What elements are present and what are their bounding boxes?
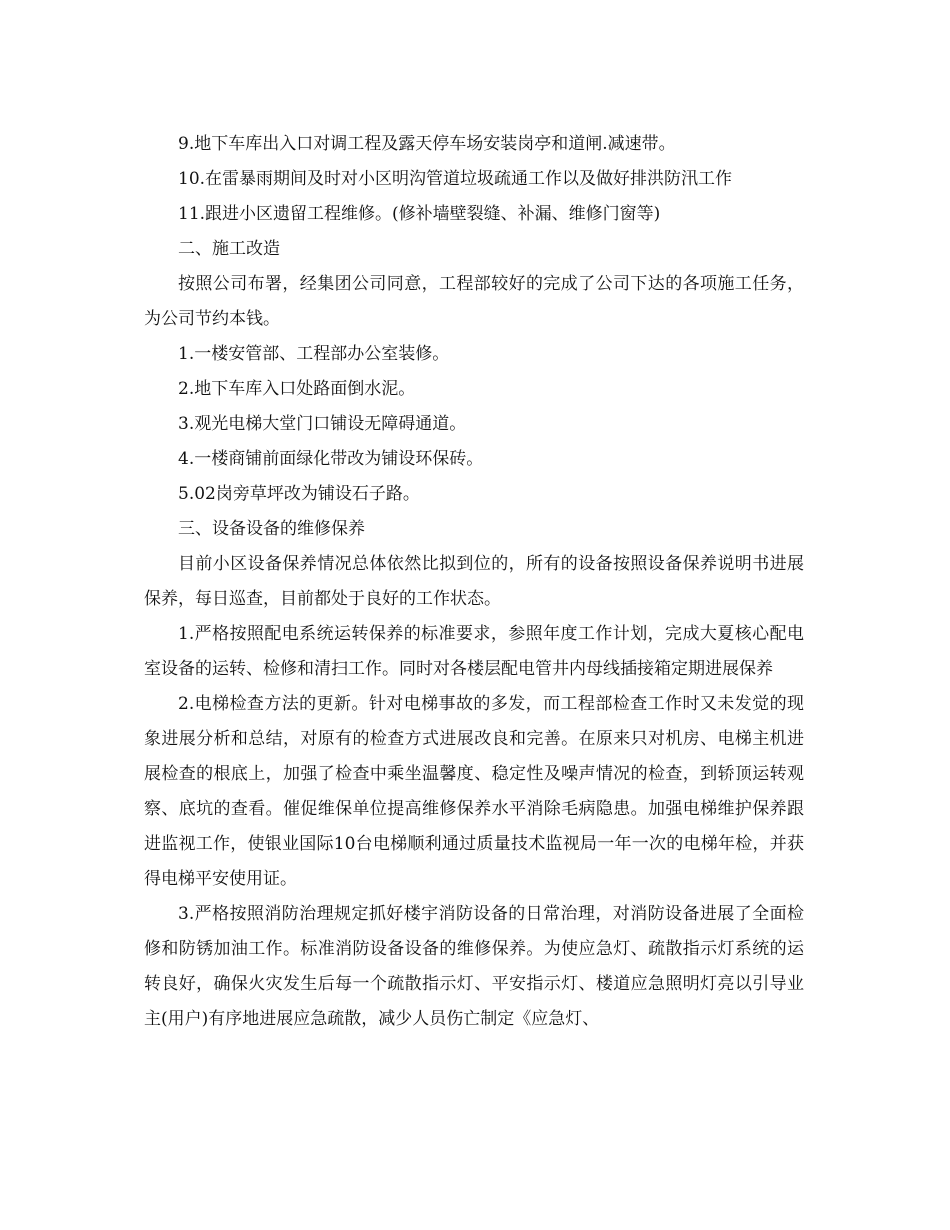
list-item: 5.02岗旁草坪改为铺设石子路。: [178, 484, 420, 504]
list-item: 10.在雷暴雨期间及时对小区明沟管道垃圾疏通工作以及做好排洪防汛工作: [178, 169, 733, 189]
list-item: 9.地下车库出入口对调工程及露天停车场安装岗亭和道闸.减速带。: [178, 134, 676, 154]
list-item: 2.地下车库入口处路面倒水泥。: [178, 379, 416, 399]
list-item: 3.观光电梯大堂门口铺设无障碍通道。: [178, 414, 467, 434]
document-body: [144, 127, 804, 1037]
paragraph: 目前小区设备保养情况总体依然比拟到位的，所有的设备按照设备保养说明书进展保养，每日巡查，目前都处于良好的工作状态。: [144, 554, 804, 609]
section-heading: 二、施工改造: [178, 239, 280, 259]
list-item: 1.一楼安管部、工程部办公室装修。: [178, 344, 450, 364]
list-item: 1.严格按照配电系统运转保养的标准要求，参照年度工作计划，完成大夏核心配电室设备的运转、检修和清扫工作。同时对各楼层配电管井内母线插接箱定期进展保养: [144, 624, 804, 679]
list-item: 2.电梯检查方法的更新。针对电梯事故的多发，而工程部检查工作时又未发觉的现象进展分析和总结，对原有的检查方式进展改良和完善。在原来只对机房、电梯主机进展检查的根底上，加强了检查中乘坐温馨度、稳定性及噪声情况的检查，到轿顶运转观察、底坑的查看。催促维保单位提高维修保养水平消除毛病隐患。加强电梯维护保养跟进监视工作，使银业国际10台电梯顺利通过质量技术监视局一年一次的电梯年检，并获得电梯平安使用证。: [144, 694, 804, 889]
list-item: 4.一楼商铺前面绿化带改为铺设环保砖。: [178, 449, 484, 469]
section-heading: 三、设备设备的维修保养: [178, 519, 365, 539]
paragraph: 按照公司布署，经集团公司同意，工程部较好的完成了公司下达的各项施工任务，为公司节约本钱。: [144, 274, 804, 329]
list-item: 3.严格按照消防治理规定抓好楼宇消防设备的日常治理，对消防设备进展了全面检修和防锈加油工作。标准消防设备设备的维修保养。为使应急灯、疏散指示灯系统的运转良好，确保火灾发生后每一个疏散指示灯、平安指示灯、楼道应急照明灯亮以引导业主(用户)有序地进展应急疏散，减少人员伤亡制定《应急灯、: [144, 904, 804, 1029]
list-item: 11.跟进小区遗留工程维修。(修补墙壁裂缝、补漏、维修门窗等): [178, 204, 661, 224]
